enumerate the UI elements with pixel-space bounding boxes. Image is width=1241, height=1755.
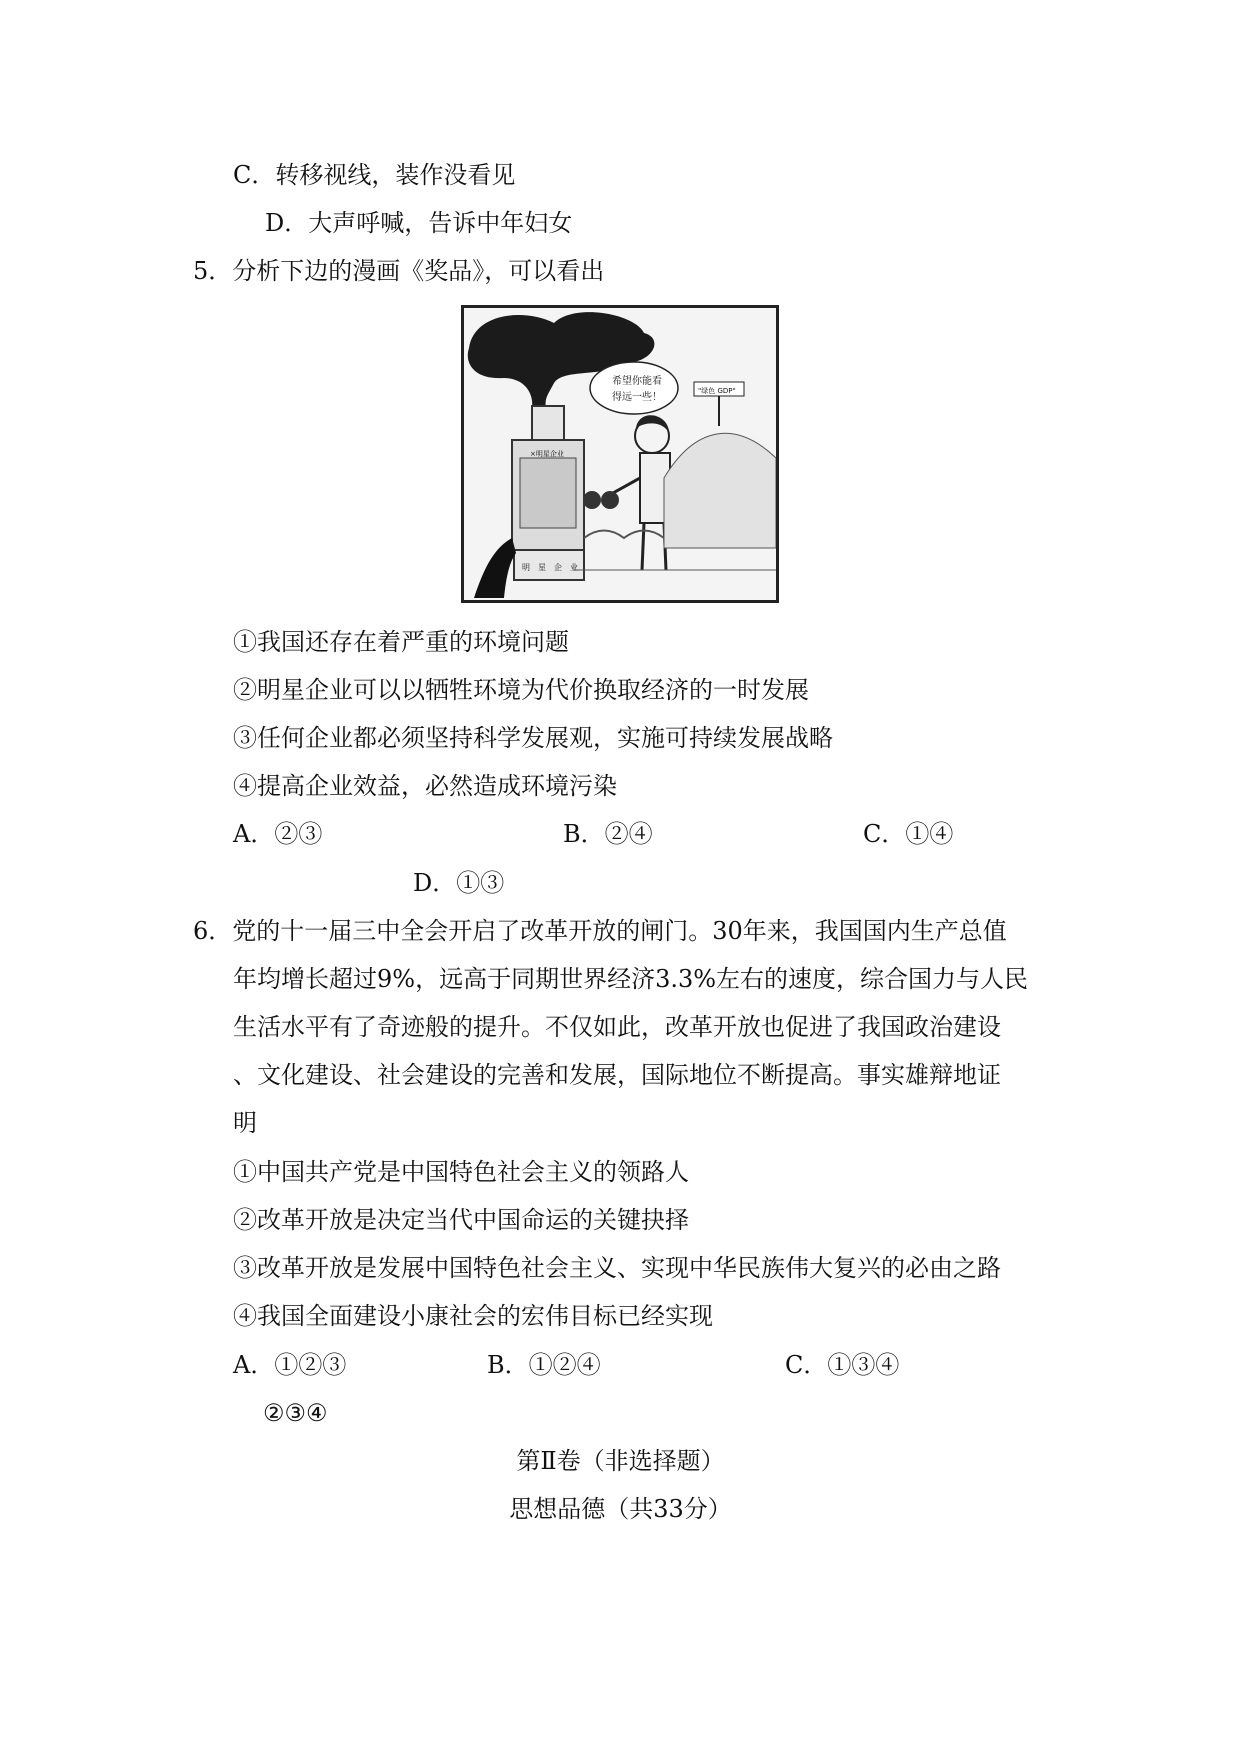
- q6-stem-line-5: 明: [233, 1109, 257, 1137]
- q6-statement-3: ③改革开放是发展中国特色社会主义、实现中华民族伟大复兴的必由之路: [233, 1254, 1001, 1282]
- q6-option-b: B．①②④: [487, 1351, 601, 1379]
- cartoon-bubble-line1: 希望你能看: [612, 376, 662, 387]
- q5-statement-1: ①我国还存在着严重的环境问题: [233, 628, 569, 656]
- q6-option-a: A．①②③: [233, 1351, 347, 1379]
- cartoon-bubble-line2: 得远一些！: [612, 392, 662, 403]
- q5-statement-4: ④提高企业效益，必然造成环境污染: [233, 772, 617, 800]
- cartoon-illustration: [464, 308, 776, 600]
- q5-option-d: D．①③: [413, 869, 505, 897]
- q6-option-c: C．①③④: [785, 1351, 900, 1379]
- q5-stem: 5．分析下边的漫画《奖品》，可以看出: [193, 257, 605, 285]
- cartoon-factory-label: ×明星企业: [530, 450, 564, 458]
- q5-option-b: B．②④: [563, 820, 653, 848]
- q6-statement-4: ④我国全面建设小康社会的宏伟目标已经实现: [233, 1302, 713, 1330]
- q5-statement-2: ②明星企业可以以牺牲环境为代价换取经济的一时发展: [233, 676, 809, 704]
- section-subtitle: 思想品德（共33分）: [509, 1495, 732, 1523]
- q6-stem-line-4: 、文化建设、社会建设的完善和发展，国际地位不断提高。事实雄辩地证: [233, 1061, 1001, 1089]
- q5-statement-3: ③任何企业都必须坚持科学发展观，实施可持续发展战略: [233, 724, 833, 752]
- cartoon-base-label-1: 明: [522, 563, 530, 572]
- q4-option-d: D．大声呼喊，告诉中年妇女: [265, 209, 573, 237]
- q5-option-a: A．②③: [233, 820, 323, 848]
- q6-stem-line-2: 年均增长超过9%，远高于同期世界经济3.3%左右的速度，综合国力与人民: [233, 965, 1029, 993]
- q6-statement-2: ②改革开放是决定当代中国命运的关键抉择: [233, 1206, 689, 1234]
- cartoon-sign-text: "绿色 GDP": [698, 387, 736, 395]
- q6-stem-line-1: 6．党的十一届三中全会开启了改革开放的闸门。30年来，我国国内生产总值: [193, 917, 1007, 945]
- cartoon-base-label-2: 星: [538, 563, 546, 572]
- q4-option-c: C．转移视线，装作没看见: [233, 161, 516, 189]
- cartoon-base-label-4: 业: [570, 563, 578, 572]
- q5-option-c: C．①④: [863, 820, 954, 848]
- q6-statement-1: ①中国共产党是中国特色社会主义的领路人: [233, 1158, 689, 1186]
- q6-stem-line-3: 生活水平有了奇迹般的提升。不仅如此，改革开放也促进了我国政治建设: [233, 1013, 1001, 1041]
- cartoon-prize: [461, 305, 779, 603]
- cartoon-base-label-3: 企: [554, 563, 562, 572]
- q6-option-d: ②③④: [263, 1399, 328, 1427]
- section-title: 第Ⅱ卷（非选择题）: [516, 1447, 725, 1475]
